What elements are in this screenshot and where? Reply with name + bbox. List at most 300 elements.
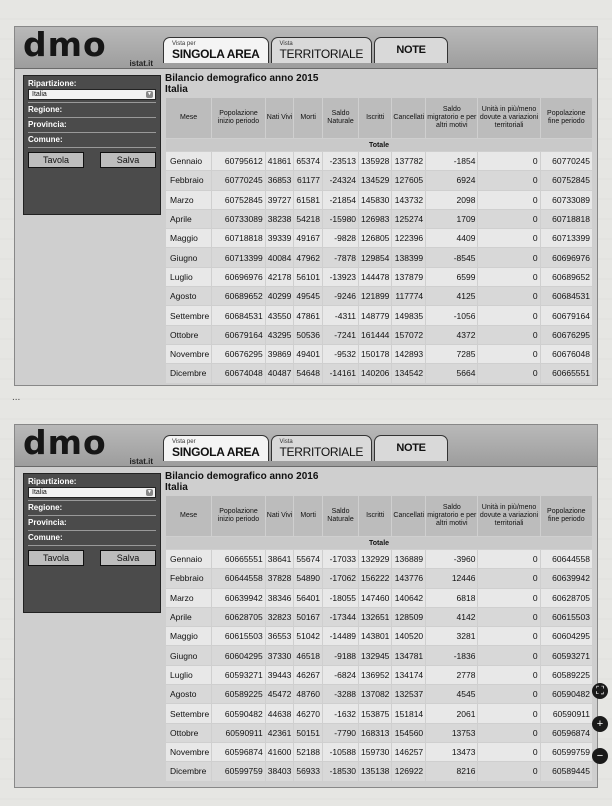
- value-cell: 5664: [426, 364, 477, 382]
- expand-icon[interactable]: ⛶: [592, 683, 608, 699]
- tab-label: TERRITORIALE: [279, 444, 364, 459]
- comune-label[interactable]: Comune:: [28, 533, 63, 542]
- action-buttons: [28, 152, 156, 168]
- value-cell: 0: [478, 210, 539, 228]
- value-cell: 60628705: [541, 589, 592, 607]
- report-title: Bilancio demografico anno 2015: [165, 73, 319, 84]
- value-cell: 137879: [392, 268, 425, 286]
- value-cell: 56401: [294, 589, 322, 607]
- value-cell: 60599759: [541, 743, 592, 761]
- table-row: [166, 569, 592, 587]
- value-cell: 146257: [392, 743, 425, 761]
- value-cell: 40299: [266, 287, 294, 305]
- value-cell: 156222: [359, 569, 391, 587]
- col-header: Popolazione inizio periodo: [212, 496, 265, 536]
- value-cell: 0: [478, 248, 539, 266]
- table-row: [166, 646, 592, 664]
- col-header: Saldo migratorio e per altri motivi: [426, 496, 477, 536]
- value-cell: 60604295: [541, 627, 592, 645]
- value-cell: 60752845: [541, 171, 592, 189]
- value-cell: 60590482: [212, 704, 265, 722]
- value-cell: 135928: [359, 152, 391, 170]
- value-cell: -4311: [323, 306, 358, 324]
- value-cell: 60674048: [212, 364, 265, 382]
- month-cell: Ottobre: [166, 326, 211, 344]
- month-cell: Marzo: [166, 191, 211, 209]
- table-row: [166, 685, 592, 703]
- col-header: Saldo Naturale: [323, 98, 358, 138]
- value-cell: 60770245: [212, 171, 265, 189]
- value-cell: 40084: [266, 248, 294, 266]
- value-cell: 3281: [426, 627, 477, 645]
- value-cell: 0: [478, 171, 539, 189]
- value-cell: 60639942: [541, 569, 592, 587]
- value-cell: 60713399: [541, 229, 592, 247]
- value-cell: 6818: [426, 589, 477, 607]
- value-cell: 37828: [266, 569, 294, 587]
- value-cell: 117774: [392, 287, 425, 305]
- value-cell: 0: [478, 724, 539, 742]
- value-cell: 60679164: [541, 306, 592, 324]
- value-cell: 47962: [294, 248, 322, 266]
- value-cell: -9532: [323, 345, 358, 363]
- value-cell: 135138: [359, 762, 391, 780]
- value-cell: 60689652: [541, 268, 592, 286]
- value-cell: 134174: [392, 666, 425, 684]
- value-cell: 147460: [359, 589, 391, 607]
- tab-bar: [163, 37, 448, 65]
- value-cell: 52188: [294, 743, 322, 761]
- value-cell: -24324: [323, 171, 358, 189]
- provincia-label[interactable]: Provincia:: [28, 518, 67, 527]
- text-fragment: ...: [12, 392, 21, 403]
- col-header: Iscritti: [359, 98, 391, 138]
- value-cell: 60718818: [212, 229, 265, 247]
- demo-logo: [23, 25, 161, 69]
- value-cell: 157072: [392, 326, 425, 344]
- value-cell: 4372: [426, 326, 477, 344]
- month-cell: Gennaio: [166, 152, 211, 170]
- table-row: [166, 171, 592, 189]
- value-cell: 61177: [294, 171, 322, 189]
- bilancio-table: [165, 97, 593, 384]
- value-cell: 47861: [294, 306, 322, 324]
- value-cell: 4142: [426, 608, 477, 626]
- value-cell: 145830: [359, 191, 391, 209]
- value-cell: 46270: [294, 704, 322, 722]
- tab-label: SINGOLA AREA: [172, 444, 260, 459]
- zoom-in-icon[interactable]: +: [592, 716, 608, 732]
- value-cell: 13753: [426, 724, 477, 742]
- value-cell: 55674: [294, 550, 322, 568]
- value-cell: 38403: [266, 762, 294, 780]
- value-cell: 50536: [294, 326, 322, 344]
- value-cell: 0: [478, 306, 539, 324]
- value-cell: 49167: [294, 229, 322, 247]
- month-cell: Novembre: [166, 345, 211, 363]
- value-cell: 60644558: [541, 550, 592, 568]
- value-cell: 60795612: [212, 152, 265, 170]
- bilancio-table: [165, 495, 593, 782]
- value-cell: 168313: [359, 724, 391, 742]
- table-row: [166, 191, 592, 209]
- col-header: Unità in più/meno dovute a variazioni territoriali: [478, 496, 539, 536]
- divider: [28, 102, 156, 103]
- col-header: Nati Vivi: [266, 496, 294, 536]
- value-cell: 60590911: [541, 704, 592, 722]
- value-cell: 2061: [426, 704, 477, 722]
- month-cell: Luglio: [166, 666, 211, 684]
- logo-text: dmo: [23, 423, 107, 462]
- month-cell: Gennaio: [166, 550, 211, 568]
- demo-app-2015: [14, 26, 598, 386]
- value-cell: 128509: [392, 608, 425, 626]
- value-cell: 60589225: [212, 685, 265, 703]
- value-cell: 51042: [294, 627, 322, 645]
- value-cell: 60589225: [541, 666, 592, 684]
- value-cell: 132929: [359, 550, 391, 568]
- zoom-out-icon[interactable]: −: [592, 748, 608, 764]
- value-cell: 0: [478, 550, 539, 568]
- value-cell: 39869: [266, 345, 294, 363]
- value-cell: 65374: [294, 152, 322, 170]
- value-cell: 161444: [359, 326, 391, 344]
- value-cell: 32823: [266, 608, 294, 626]
- logo-subtitle: istat.it: [129, 59, 153, 68]
- tab-singola-area[interactable]: [163, 435, 269, 461]
- ripartizione-select[interactable]: [28, 487, 156, 498]
- value-cell: 136952: [359, 666, 391, 684]
- value-cell: 45472: [266, 685, 294, 703]
- value-cell: 4125: [426, 287, 477, 305]
- table-row: [166, 608, 592, 626]
- value-cell: 40487: [266, 364, 294, 382]
- value-cell: 56101: [294, 268, 322, 286]
- value-cell: -1854: [426, 152, 477, 170]
- value-cell: 60593271: [541, 646, 592, 664]
- value-cell: 1709: [426, 210, 477, 228]
- report-panel: [165, 471, 593, 782]
- tab-label: NOTE: [396, 44, 426, 56]
- value-cell: 159730: [359, 743, 391, 761]
- value-cell: 39727: [266, 191, 294, 209]
- value-cell: 0: [478, 191, 539, 209]
- table-row: [166, 743, 592, 761]
- value-cell: 143776: [392, 569, 425, 587]
- value-cell: 60752845: [212, 191, 265, 209]
- table-row: [166, 724, 592, 742]
- value-cell: 143801: [359, 627, 391, 645]
- table-row: [166, 627, 592, 645]
- tab-bar: [163, 435, 448, 463]
- value-cell: 37330: [266, 646, 294, 664]
- table-row: [166, 268, 592, 286]
- value-cell: -7790: [323, 724, 358, 742]
- value-cell: -23513: [323, 152, 358, 170]
- col-header: Iscritti: [359, 496, 391, 536]
- value-cell: 60733089: [212, 210, 265, 228]
- value-cell: -1056: [426, 306, 477, 324]
- month-cell: Agosto: [166, 685, 211, 703]
- value-cell: 60590911: [212, 724, 265, 742]
- month-cell: Dicembre: [166, 762, 211, 780]
- ripartizione-value: Italia: [32, 489, 47, 496]
- value-cell: 154560: [392, 724, 425, 742]
- col-header: Popolazione fine periodo: [541, 98, 592, 138]
- month-cell: Luglio: [166, 268, 211, 286]
- value-cell: 122396: [392, 229, 425, 247]
- value-cell: 0: [478, 666, 539, 684]
- value-cell: 36853: [266, 171, 294, 189]
- value-cell: 36553: [266, 627, 294, 645]
- month-cell: Aprile: [166, 210, 211, 228]
- value-cell: -9188: [323, 646, 358, 664]
- value-cell: 6924: [426, 171, 477, 189]
- value-cell: -13923: [323, 268, 358, 286]
- month-cell: Novembre: [166, 743, 211, 761]
- month-cell: Agosto: [166, 287, 211, 305]
- divider: [28, 147, 156, 148]
- value-cell: 60644558: [212, 569, 265, 587]
- value-cell: -8545: [426, 248, 477, 266]
- value-cell: 0: [478, 685, 539, 703]
- col-header: Morti: [294, 98, 322, 138]
- value-cell: 60689652: [212, 287, 265, 305]
- value-cell: 43550: [266, 306, 294, 324]
- chevron-down-icon: ▼: [147, 489, 152, 495]
- value-cell: 43295: [266, 326, 294, 344]
- value-cell: 6599: [426, 268, 477, 286]
- value-cell: -14161: [323, 364, 358, 382]
- table-row: [166, 152, 592, 170]
- value-cell: 0: [478, 704, 539, 722]
- value-cell: 129854: [359, 248, 391, 266]
- value-cell: 38238: [266, 210, 294, 228]
- table-row: [166, 287, 592, 305]
- tab-prefix: Vista: [279, 438, 293, 445]
- divider: [28, 545, 156, 546]
- value-cell: 4409: [426, 229, 477, 247]
- value-cell: 60679164: [212, 326, 265, 344]
- value-cell: -18055: [323, 589, 358, 607]
- value-cell: 134781: [392, 646, 425, 664]
- regione-label[interactable]: Regione:: [28, 105, 63, 114]
- value-cell: 0: [478, 762, 539, 780]
- value-cell: 60684531: [541, 287, 592, 305]
- col-header: Unità in più/meno dovute a variazioni territoriali: [478, 98, 539, 138]
- ripartizione-label: Ripartizione:: [28, 477, 77, 486]
- value-cell: 132945: [359, 646, 391, 664]
- value-cell: 60770245: [541, 152, 592, 170]
- ripartizione-select[interactable]: [28, 89, 156, 100]
- filter-panel: [23, 473, 161, 613]
- tavola-button[interactable]: Tavola: [28, 550, 84, 566]
- total-label: Totale: [166, 139, 592, 151]
- month-cell: Giugno: [166, 248, 211, 266]
- value-cell: 151814: [392, 704, 425, 722]
- table-row: [166, 210, 592, 228]
- value-cell: 126805: [359, 229, 391, 247]
- value-cell: 8216: [426, 762, 477, 780]
- value-cell: 49401: [294, 345, 322, 363]
- value-cell: -9246: [323, 287, 358, 305]
- col-header: Saldo migratorio e per altri motivi: [426, 98, 477, 138]
- value-cell: 132651: [359, 608, 391, 626]
- table-row: [166, 345, 592, 363]
- tab-territoriale[interactable]: [271, 37, 373, 63]
- value-cell: 0: [478, 743, 539, 761]
- value-cell: 60596874: [212, 743, 265, 761]
- divider: [28, 515, 156, 516]
- value-cell: 138399: [392, 248, 425, 266]
- tab-label: SINGOLA AREA: [172, 46, 260, 61]
- divider: [28, 500, 156, 501]
- value-cell: -1632: [323, 704, 358, 722]
- value-cell: 149835: [392, 306, 425, 324]
- col-header: Popolazione inizio periodo: [212, 98, 265, 138]
- value-cell: 126983: [359, 210, 391, 228]
- tab-prefix: Vista per: [172, 40, 196, 47]
- divider: [28, 132, 156, 133]
- value-cell: 13473: [426, 743, 477, 761]
- value-cell: 0: [478, 364, 539, 382]
- month-cell: Marzo: [166, 589, 211, 607]
- provincia-label[interactable]: Provincia:: [28, 120, 67, 129]
- value-cell: -3960: [426, 550, 477, 568]
- value-cell: -10588: [323, 743, 358, 761]
- tavola-button[interactable]: Tavola: [28, 152, 84, 168]
- table-row: [166, 326, 592, 344]
- value-cell: 60713399: [212, 248, 265, 266]
- value-cell: 60639942: [212, 589, 265, 607]
- table-header-row: [166, 496, 592, 536]
- value-cell: 12446: [426, 569, 477, 587]
- value-cell: 127605: [392, 171, 425, 189]
- tab-territoriale[interactable]: [271, 435, 373, 461]
- value-cell: 60628705: [212, 608, 265, 626]
- tab-singola-area[interactable]: [163, 37, 269, 63]
- value-cell: 46518: [294, 646, 322, 664]
- value-cell: 60676295: [541, 326, 592, 344]
- regione-label[interactable]: Regione:: [28, 503, 63, 512]
- demo-logo: [23, 423, 161, 467]
- value-cell: 54218: [294, 210, 322, 228]
- value-cell: 49545: [294, 287, 322, 305]
- month-cell: Febbraio: [166, 171, 211, 189]
- table-row: [166, 589, 592, 607]
- table-row: [166, 306, 592, 324]
- value-cell: 126922: [392, 762, 425, 780]
- value-cell: 140520: [392, 627, 425, 645]
- table-row: [166, 704, 592, 722]
- value-cell: 60604295: [212, 646, 265, 664]
- value-cell: -9828: [323, 229, 358, 247]
- value-cell: 60596874: [541, 724, 592, 742]
- ripartizione-label: Ripartizione:: [28, 79, 77, 88]
- value-cell: 54648: [294, 364, 322, 382]
- value-cell: 50167: [294, 608, 322, 626]
- table-header-row: [166, 98, 592, 138]
- ripartizione-value: Italia: [32, 91, 47, 98]
- value-cell: 60665551: [541, 364, 592, 382]
- chevron-down-icon: ▼: [147, 91, 152, 97]
- value-cell: 0: [478, 589, 539, 607]
- month-cell: Ottobre: [166, 724, 211, 742]
- value-cell: 56933: [294, 762, 322, 780]
- logo-subtitle: istat.it: [129, 457, 153, 466]
- month-cell: Dicembre: [166, 364, 211, 382]
- value-cell: 60696976: [541, 248, 592, 266]
- report-title: Bilancio demografico anno 2016: [165, 471, 319, 482]
- value-cell: -15980: [323, 210, 358, 228]
- value-cell: 48760: [294, 685, 322, 703]
- value-cell: 150178: [359, 345, 391, 363]
- report-area: Italia: [165, 84, 188, 95]
- value-cell: 0: [478, 326, 539, 344]
- total-row: [166, 139, 592, 151]
- divider: [28, 117, 156, 118]
- value-cell: 42361: [266, 724, 294, 742]
- value-cell: -21854: [323, 191, 358, 209]
- value-cell: -18530: [323, 762, 358, 780]
- value-cell: 0: [478, 608, 539, 626]
- value-cell: 153875: [359, 704, 391, 722]
- value-cell: 60696976: [212, 268, 265, 286]
- value-cell: -17062: [323, 569, 358, 587]
- value-cell: 60733089: [541, 191, 592, 209]
- table-row: [166, 229, 592, 247]
- tab-note[interactable]: [374, 435, 448, 461]
- value-cell: 38346: [266, 589, 294, 607]
- value-cell: 41600: [266, 743, 294, 761]
- salva-button[interactable]: Salva: [100, 550, 156, 566]
- value-cell: 143732: [392, 191, 425, 209]
- comune-label[interactable]: Comune:: [28, 135, 63, 144]
- salva-button[interactable]: Salva: [100, 152, 156, 168]
- table-row: [166, 364, 592, 382]
- header-bar: [15, 425, 597, 467]
- value-cell: 140206: [359, 364, 391, 382]
- value-cell: 60684531: [212, 306, 265, 324]
- value-cell: 39443: [266, 666, 294, 684]
- value-cell: 60593271: [212, 666, 265, 684]
- tab-label: TERRITORIALE: [279, 46, 364, 61]
- total-row: [166, 537, 592, 549]
- value-cell: 134529: [359, 171, 391, 189]
- table-row: [166, 762, 592, 780]
- value-cell: -7878: [323, 248, 358, 266]
- tab-note[interactable]: [374, 37, 448, 63]
- value-cell: 46267: [294, 666, 322, 684]
- table-body: [166, 537, 592, 781]
- value-cell: 144478: [359, 268, 391, 286]
- value-cell: 0: [478, 287, 539, 305]
- value-cell: 140642: [392, 589, 425, 607]
- tab-prefix: Vista: [279, 40, 293, 47]
- col-header: Popolazione fine periodo: [541, 496, 592, 536]
- month-cell: Maggio: [166, 229, 211, 247]
- tab-prefix: Vista per: [172, 438, 196, 445]
- value-cell: 60615503: [541, 608, 592, 626]
- col-header: Mese: [166, 98, 211, 138]
- value-cell: 148779: [359, 306, 391, 324]
- value-cell: 60718818: [541, 210, 592, 228]
- value-cell: 42178: [266, 268, 294, 286]
- action-buttons: [28, 550, 156, 566]
- value-cell: 0: [478, 569, 539, 587]
- month-cell: Giugno: [166, 646, 211, 664]
- value-cell: -17344: [323, 608, 358, 626]
